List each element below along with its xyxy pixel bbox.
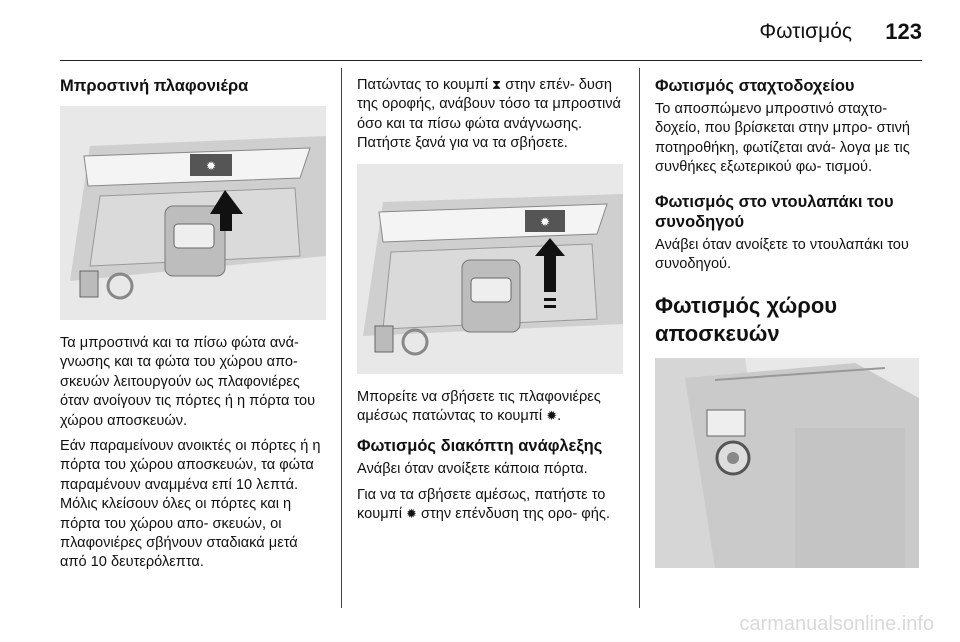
paragraph: Για να τα σβήσετε αμέσως, πατήστε το κουμπί ✹ στην επένδυση της ορο- φής. — [357, 486, 610, 523]
column-divider — [341, 68, 342, 608]
heading-ashtray-light: Φωτισμός σταχτοδοχείου — [655, 77, 855, 95]
heading-front-courtesy-light: Μπροστινή πλαφονιέρα — [60, 77, 249, 95]
column-2 — [357, 76, 623, 531]
paragraph: Πατώντας το κουμπί ⧗ στην επέν- δυση της οροφής, ανάβουν τόσο τα μπροστινά όσο και τα πίσω φώτα ανάγνωσης. Πατήστε ξανά για να τα σβήσετε. — [357, 77, 621, 152]
watermark: carmanualsonline.info — [739, 613, 934, 635]
paragraph: Το αποσπώμενο μπροστινό σταχτο- δοχείο, που βρίσκεται στην μπρο- στινή ποτηροθήκη, φωτίζεται ανά- λογα με τις συνθήκες εξωτερικού φω- τισμού. — [655, 101, 911, 176]
figure-load-compartment-light — [655, 358, 919, 568]
paragraph: Μπορείτε να σβήσετε τις πλαφονιέρες αμέσως πατώντας το κουμπί ✹. — [357, 388, 601, 425]
column-3 — [655, 76, 923, 568]
svg-text:✹: ✹ — [539, 214, 551, 229]
heading-load-compartment-light: Φωτισμός χώρου αποσκευών — [655, 293, 838, 347]
heading-ignition-switch-light: Φωτισμός διακόπτη ανάφλεξης — [357, 437, 603, 456]
header-rule — [60, 60, 922, 61]
figure-roof-lighting-button — [357, 164, 623, 374]
interior-light-off-icon: ✹ — [546, 409, 558, 425]
column-1 — [60, 76, 326, 579]
section-title: Φωτισμός — [759, 20, 852, 43]
paragraph: Εάν παραμείνουν ανοικτές οι πόρτες ή η πόρτα του χώρου αποσκευών, τα φώτα παραμένουν αναμμένα επί 10 λεπτά. Μόλις κλείσουν όλες οι πόρτες και η πόρτα του χώρου απο- σκευών, οι πλαφονιέρες σβήνουν σταδιακά μετά από 10 δευτερόλεπτα. — [60, 438, 321, 571]
svg-text:✹: ✹ — [205, 159, 217, 173]
paragraph: Ανάβει όταν ανοίξετε κάποια πόρτα. — [357, 461, 588, 478]
paragraph: Ανάβει όταν ανοίξετε το ντουλαπάκι του συνοδηγού. — [655, 236, 909, 273]
reading-lights-icon: ⧗ — [492, 78, 502, 93]
interior-light-off-icon: ✹ — [406, 507, 417, 523]
heading-glovebox-light: Φωτισμός στο ντουλαπάκι του συνοδηγού — [655, 192, 894, 231]
column-divider — [639, 68, 640, 608]
paragraph: Τα μπροστινά και τα πίσω φώτα ανά- γνωσης και τα φώτα του χώρου απο- σκευών λειτουργούν ως πλαφονιέρες όταν ανοίγουν τις πόρτες ή η πόρτα του χώρου αποσκευών. — [60, 335, 316, 429]
page-number: 123 — [885, 19, 922, 44]
page-header — [60, 0, 922, 58]
figure-front-courtesy-light — [60, 106, 326, 320]
